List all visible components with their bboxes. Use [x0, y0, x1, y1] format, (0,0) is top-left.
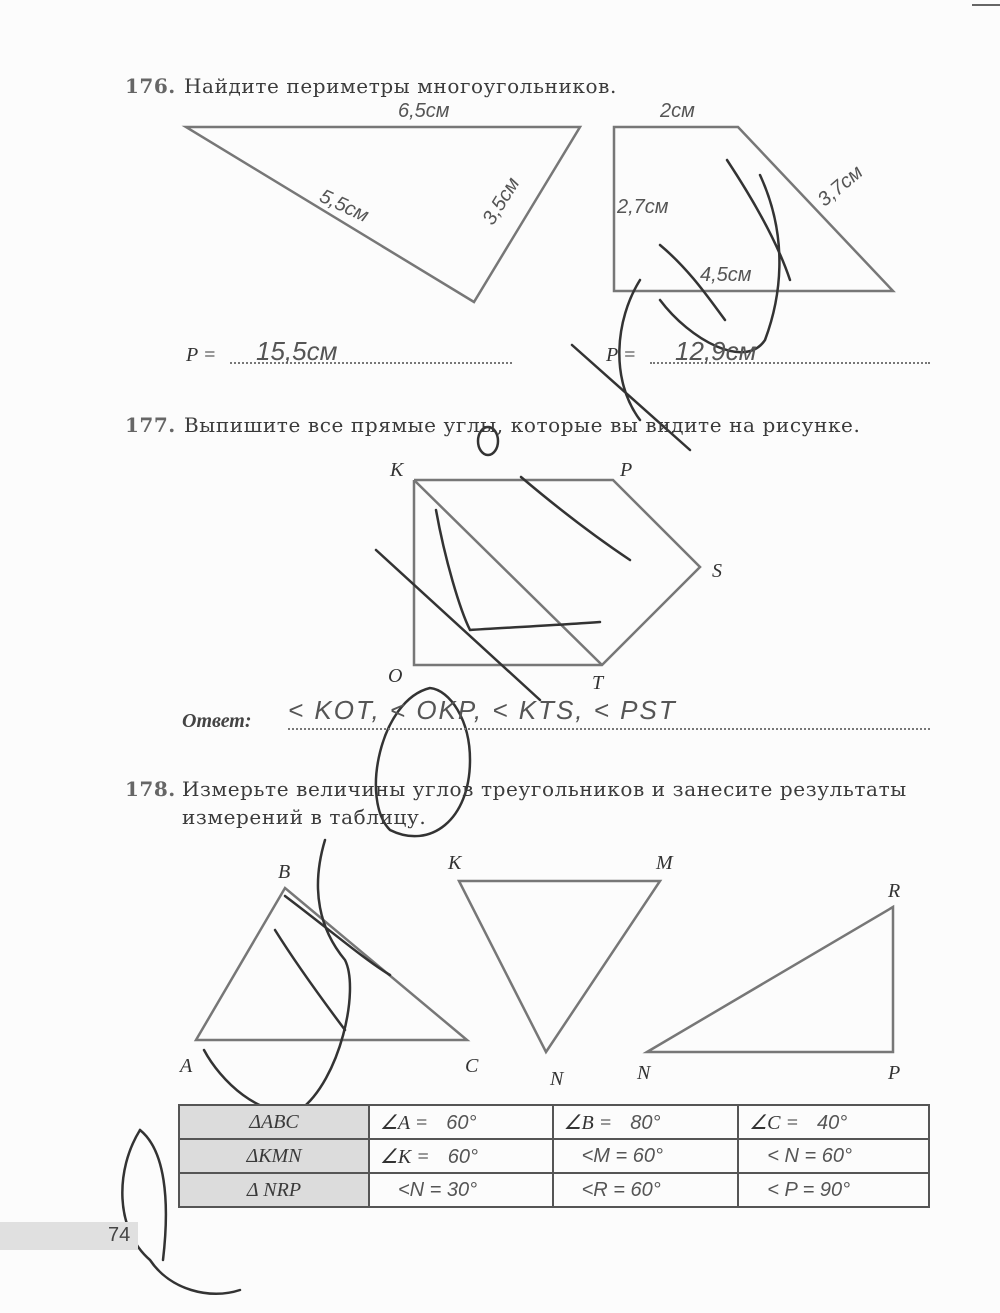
task-178-number: 178. [125, 777, 176, 801]
triangle-176 [186, 127, 580, 302]
cell-value: <M = 60° [581, 1144, 663, 1167]
table-cell[interactable] [553, 1105, 739, 1139]
trapezoid-side-slant: 3,7см [813, 161, 868, 212]
triangle-abc [196, 888, 467, 1040]
perimeter-answer-2[interactable]: 12,9см [675, 336, 757, 366]
task-176-text: Найдите периметры многоугольников. [184, 74, 617, 98]
task-178-text-line2: измерений в таблицу. [182, 805, 427, 829]
triangle-side-right: 3,5см [478, 173, 525, 229]
vertex-s: S [712, 560, 722, 582]
task-177-text: Выпишите все прямые углы, которые вы видите на рисунке. [184, 413, 861, 437]
cell-value: <N = 30° [398, 1178, 478, 1201]
table-row [179, 1173, 929, 1207]
cell-value: <R = 60° [581, 1178, 661, 1201]
table-cell[interactable] [369, 1105, 553, 1139]
answer-177[interactable]: < KOT, < OKP, < KTS, < PST [288, 695, 677, 725]
vertex-o: O [388, 665, 403, 687]
vertex-t: T [592, 672, 604, 694]
table-cell[interactable] [738, 1173, 929, 1207]
perimeter-answer-1[interactable]: 15,5см [256, 336, 338, 366]
task-177-number: 177. [125, 413, 176, 437]
vertex-p3: P [888, 1062, 901, 1084]
row-header: ΔKMN [179, 1139, 369, 1173]
vertex-n3: N [637, 1062, 651, 1084]
cell-value: 40° [816, 1111, 848, 1134]
cell-label: ∠K = [380, 1145, 430, 1168]
trapezoid-side-left: 2,7см [617, 196, 669, 218]
vertex-k2: K [448, 852, 462, 874]
cell-value: 60° [446, 1111, 477, 1134]
vertex-c: C [465, 1055, 479, 1077]
perimeter-label-1: P = [186, 344, 217, 366]
vertex-a: A [180, 1055, 193, 1077]
vertex-m: M [656, 852, 673, 874]
table-cell[interactable] [738, 1105, 929, 1139]
triangle-side-top: 6,5см [398, 100, 450, 122]
table-row [179, 1105, 929, 1139]
vertex-b: B [278, 861, 291, 883]
perimeter-label-2: P = [606, 344, 637, 366]
task-176-number: 176. [125, 74, 176, 98]
answer-label: Ответ: [182, 710, 252, 732]
cell-label: ∠B = [563, 1111, 613, 1134]
cell-label: ∠C = [749, 1111, 799, 1134]
table-cell[interactable] [369, 1173, 553, 1207]
triangle-kmn [459, 881, 660, 1052]
table-row [179, 1139, 929, 1173]
page-number: 74 [108, 1224, 131, 1246]
vertex-r: R [888, 880, 901, 902]
cell-value: < N = 60° [767, 1144, 852, 1167]
cell-value: 60° [447, 1145, 479, 1168]
angles-table [178, 1104, 930, 1208]
table-cell[interactable] [369, 1139, 553, 1173]
trapezoid-side-bottom: 4,5см [700, 264, 752, 286]
row-header: ΔABC [179, 1105, 369, 1139]
trapezoid-side-top: 2см [660, 100, 695, 122]
table-cell[interactable] [553, 1173, 739, 1207]
triangle-nrp [647, 907, 893, 1052]
cell-label: ∠A = [380, 1111, 429, 1134]
table-cell[interactable] [738, 1139, 929, 1173]
vertex-k: K [390, 459, 404, 481]
cell-value: < P = 90° [767, 1178, 851, 1201]
table-cell[interactable] [553, 1139, 739, 1173]
row-header: Δ NRP [179, 1173, 369, 1207]
vertex-p: P [620, 459, 633, 481]
answer-line-177 [288, 728, 930, 730]
vertex-n2: N [550, 1068, 564, 1090]
triangle-side-left: 5,5см [315, 185, 372, 227]
task-178-text-line1: Измерьте величины углов треугольников и занесите результаты [182, 777, 907, 801]
cell-value: 80° [630, 1111, 661, 1134]
